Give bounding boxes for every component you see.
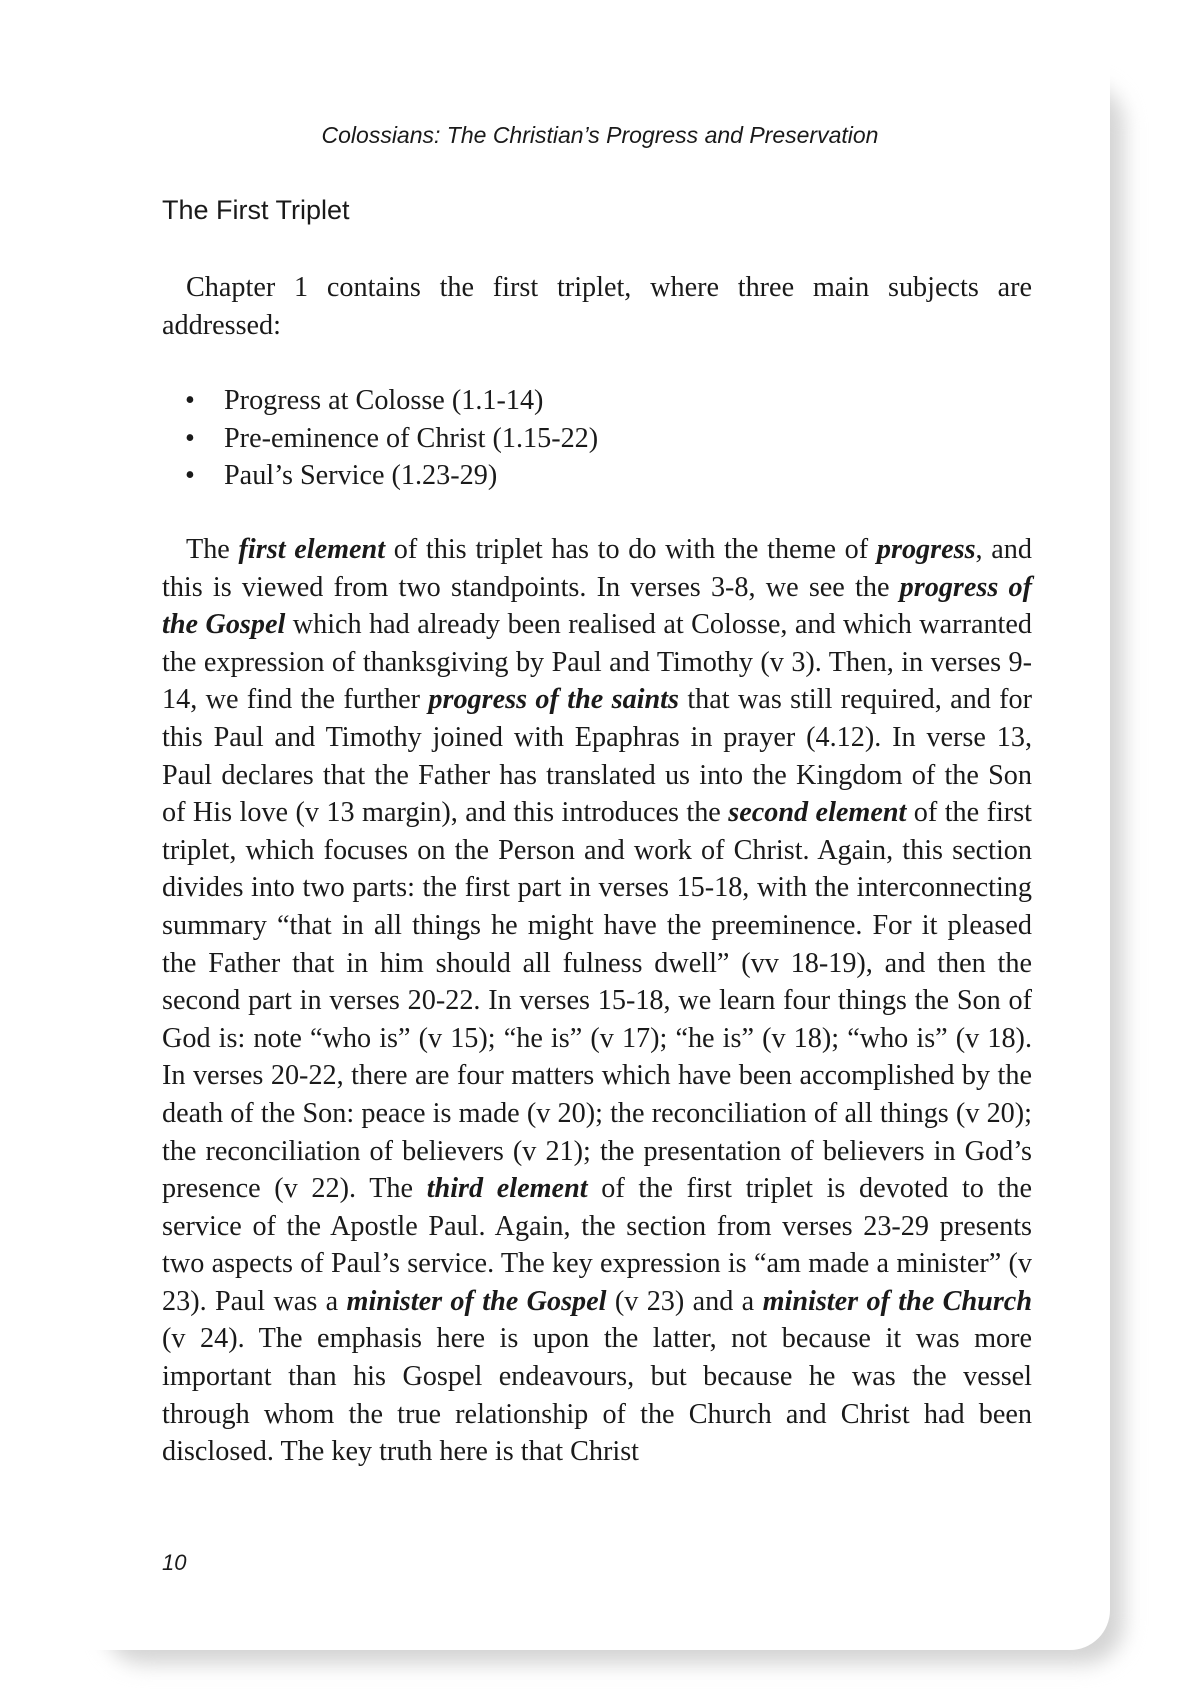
emphasis-text: progress xyxy=(876,534,976,565)
list-item: • Progress at Colosse (1.1-14) xyxy=(162,382,598,420)
list-item: • Pre-eminence of Christ (1.15-22) xyxy=(162,420,598,458)
intro-paragraph: Chapter 1 contains the first triplet, where three main subjects are addressed: xyxy=(162,272,1032,341)
text-run: of the first triplet is devoted to the service of the Apostle Paul. Again, the section from verses 23-29 presents two aspects of Paul’s service. The key expression is “am made a minister” (v 23). Paul was a xyxy=(162,1173,1032,1317)
text-run: The xyxy=(186,534,239,565)
emphasis-text: minister of the Gospel xyxy=(346,1285,607,1317)
text-run: (v 24). The emphasis here is upon the latter, not because it was more important than his Gospel endeavours, but because he was the vessel through whom the true relationship of the Church and Christ had been disclosed. The key truth here is that Christ xyxy=(162,1323,1032,1468)
emphasis-text: first element xyxy=(238,534,386,565)
page-number: 10 xyxy=(162,1550,187,1575)
emphasis-text: progress of the Gospel xyxy=(162,571,1033,641)
text-run: that was still required, and for this Paul and Timothy joined with Epaphras in prayer (4.12). In verse 13, Paul declares that the Father has translated us into the Kingdom of the Son of His love (v 13 margin), and this introduces the xyxy=(162,684,1032,829)
emphasis-text: progress of the saints xyxy=(428,684,679,716)
emphasis-text: second element xyxy=(728,797,907,829)
text-run: of this triplet has to do with the theme of xyxy=(385,534,877,565)
emphasis-text: minister of the Church xyxy=(762,1285,1032,1317)
emphasis-text: third element xyxy=(426,1173,588,1205)
running-header: Colossians: The Christian’s Progress and Preservation xyxy=(321,122,879,148)
text-run: which had already been realised at Colosse, and which warranted the expression of thanksgiving by Paul and Timothy (v 3). Then, in verses 9-14, we find the further xyxy=(162,609,1032,716)
main-paragraph xyxy=(162,531,1032,1471)
text-run: , and this is viewed from two standpoints. In verses 3-8, we see the xyxy=(162,534,1032,603)
text-run: (v 23) and a xyxy=(606,1285,763,1317)
list-item: • Paul’s Service (1.23-29) xyxy=(162,457,598,495)
subject-list xyxy=(162,382,598,495)
section-title: The First Triplet xyxy=(162,195,350,225)
text-run: of the first triplet, which focuses on the Person and work of Christ. Again, this section divides into two parts: the first part in verses 15-18, with the interconnecting summary “that in all things he might have the preeminence. For it pleased the Father that in him should all fulness dwell” (vv 18-19), and then the second part in verses 20-22. In verses 15-18, we learn four things the Son of God is: note “who is” (v 15); “he is” (v 17); “he is” (v 18); “who is” (v 18). In verses 20-22, there are four matters which have been accomplished by the death of the Son: peace is made (v 20); the reconciliation of all things (v 20); the reconciliation of believers (v 21); the presentation of believers in God’s presence (v 22). The xyxy=(162,797,1032,1205)
